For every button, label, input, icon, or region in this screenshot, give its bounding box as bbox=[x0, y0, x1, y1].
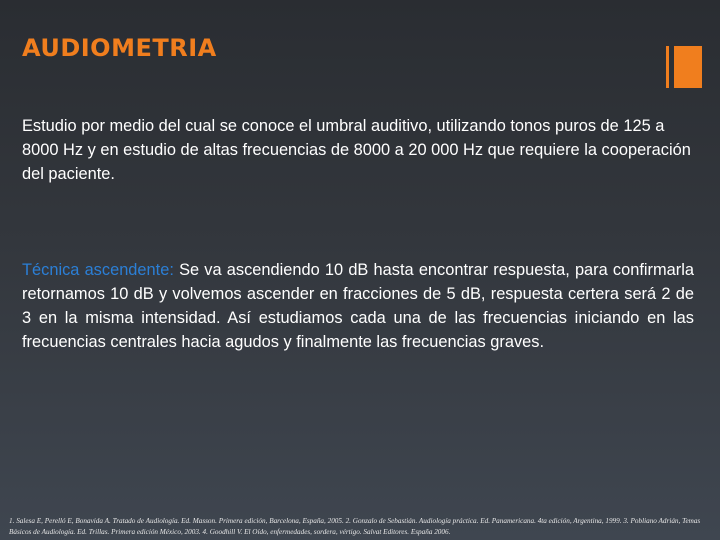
technique-lead: Técnica ascendente: bbox=[22, 261, 174, 279]
technique-paragraph bbox=[22, 258, 694, 354]
accent-bar bbox=[666, 46, 669, 88]
accent-block bbox=[674, 46, 702, 88]
references: 1. Salesa E, Perelló E, Bonavida A. Tratado de Audiología. Ed. Masson. Primera edición, Barcelona, España, 2005. 2. Gonzalo de Sebastián. Audiología práctica. Ed. Panamericana. 4ta edición, Argentina, 1999. 3. Pobliano Adrián, Temas Básicos de Audiología. Ed. Trillas. Primera edición México, 2003. 4. Goodhill V. El Oído, enfermedades, sordera, vértigo. Salvat Editores. España 2006. bbox=[9, 517, 701, 536]
technique-body: Se va ascendiendo 10 dB hasta encontrar respuesta, para confirmarla retornamos 10 dB y volvemos ascender en fracciones de 5 dB, respuesta certera será 2 de 3 en la misma intensidad. Así estudiamos cada una de las frecuencias iniciando en las frecuencias centrales hacia agudos y finalmente las frecuencias graves. bbox=[22, 261, 694, 351]
definition-paragraph: Estudio por medio del cual se conoce el umbral auditivo, utilizando tonos puros de 125 a 8000 Hz y en estudio de altas frecuencias de 8000 a 20 000 Hz que requiere la cooperación del paciente. bbox=[22, 117, 691, 183]
slide-title: AUDIOMETRIA bbox=[22, 34, 217, 62]
